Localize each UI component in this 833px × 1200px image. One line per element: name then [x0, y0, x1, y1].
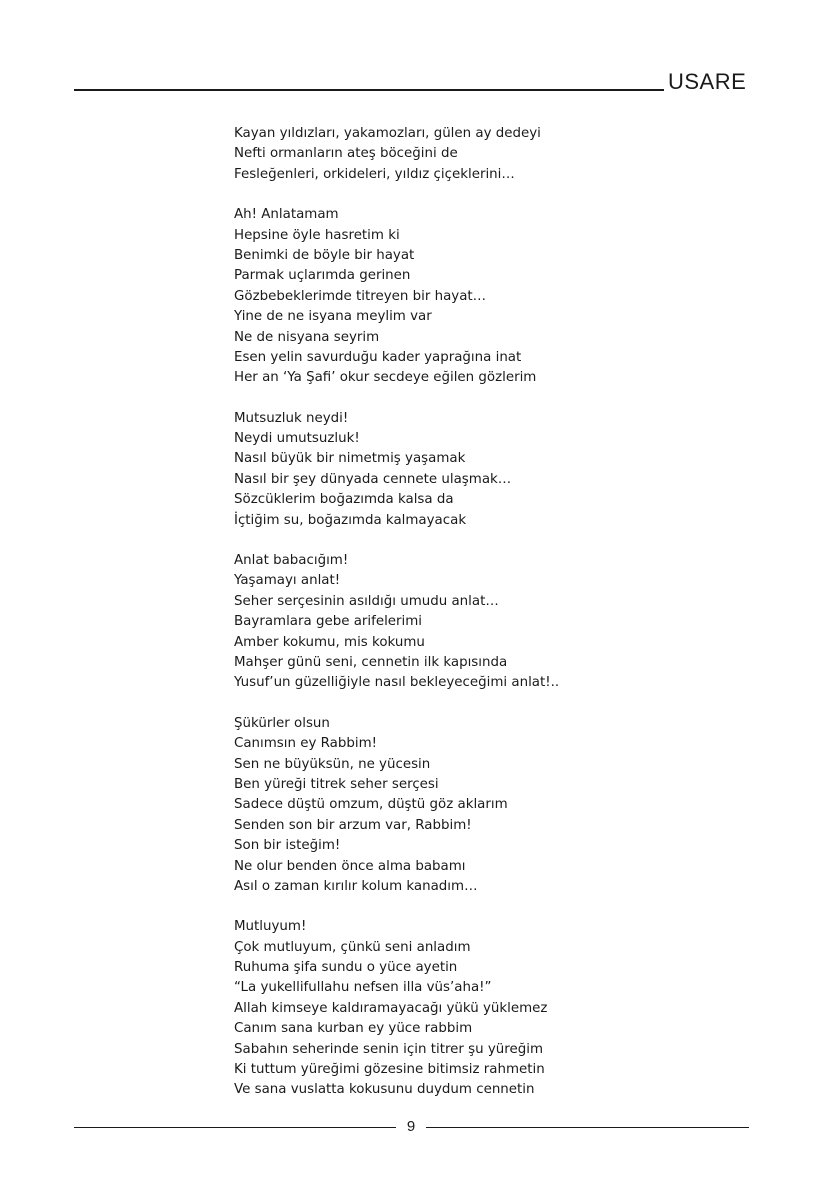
- poem-line: Mutsuzluk neydi!: [234, 410, 349, 426]
- stanza: [234, 917, 714, 1101]
- poem-line: Ve sana vuslatta kokusunu duydum cennetin: [234, 1082, 535, 1098]
- poem-line: Sabahın seherinde senin için titrer şu yüreğim: [234, 1041, 543, 1057]
- stanza: [234, 409, 714, 531]
- poem-line: Anlat babacığım!: [234, 553, 349, 569]
- stanza: [234, 551, 714, 694]
- poem-line: Ne olur benden önce alma babamı: [234, 858, 466, 874]
- poem-line: İçtiğim su, boğazımda kalmayacak: [234, 512, 467, 528]
- poem-line: Fesleğenleri, orkideleri, yıldız çiçeklerini…: [234, 166, 515, 182]
- poem-line: Sadece düştü omzum, düştü göz aklarım: [234, 797, 508, 813]
- poem-line: Gözbebeklerimde titreyen bir hayat…: [234, 288, 487, 304]
- poem-line: Ki tuttum yüreğimi gözesine bitimsiz rahmetin: [234, 1062, 545, 1078]
- poem-line: Şükürler olsun: [234, 715, 330, 731]
- poem-line: Nefti ormanların ateş böceğini de: [234, 146, 458, 162]
- poem-line: Çok mutluyum, çünkü seni anladım: [234, 939, 471, 955]
- poem-line: Kayan yıldızları, yakamozları, gülen ay dedeyi: [234, 126, 541, 141]
- poem-line: Hepsine öyle hasretim ki: [234, 227, 400, 243]
- page-number: 9: [406, 1118, 416, 1135]
- footer-rule-left: [74, 1127, 396, 1128]
- poem-line: Benimki de böyle bir hayat: [234, 247, 415, 263]
- poem-body: [234, 124, 714, 1121]
- poem-line: Asıl o zaman kırılır kolum kanadım…: [234, 878, 478, 894]
- header-rule: [74, 89, 664, 91]
- footer-rule-right: [426, 1127, 749, 1128]
- poem-line: Her an ‘Ya Şafi’ okur secdeye eğilen gözlerim: [234, 370, 537, 386]
- poem-line: Canım sana kurban ey yüce rabbim: [234, 1021, 473, 1037]
- poem-line: “La yukellifullahu nefsen illa vüs’aha!”: [234, 980, 492, 996]
- stanza: [234, 714, 714, 898]
- journal-title: USARE: [668, 69, 747, 94]
- poem-line: Allah kimseye kaldıramayacağı yükü yüklemez: [234, 1000, 548, 1016]
- poem-line: Amber kokumu, mis kokumu: [234, 634, 425, 650]
- poem-line: Ne de nisyana seyrim: [234, 329, 380, 345]
- stanza: [234, 205, 714, 389]
- poem-line: Yaşamayı anlat!: [234, 573, 341, 589]
- poem-line: Sen ne büyüksün, ne yücesin: [234, 756, 431, 772]
- poem-line: Son bir isteğim!: [234, 838, 341, 854]
- poem-line: Ruhuma şifa sundu o yüce ayetin: [234, 960, 458, 976]
- stanza: [234, 124, 714, 185]
- poem-line: Ah! Anlatamam: [234, 207, 339, 223]
- poem-line: Mutluyum!: [234, 919, 307, 935]
- poem-line: Esen yelin savurduğu kader yaprağına inat: [234, 349, 522, 365]
- poem-line: Yusuf’un güzelliğiyle nasıl bekleyeceğimi anlat!..: [234, 675, 560, 691]
- poem-line: Mahşer günü seni, cennetin ilk kapısında: [234, 654, 508, 670]
- poem-line: Seher serçesinin asıldığı umudu anlat…: [234, 593, 499, 609]
- poem-line: Ben yüreği titrek seher serçesi: [234, 776, 439, 792]
- poem-line: Nasıl büyük bir nimetmiş yaşamak: [234, 451, 466, 467]
- poem-line: Senden son bir arzum var, Rabbim!: [234, 817, 472, 833]
- poem-line: Bayramlara gebe arifelerimi: [234, 614, 423, 630]
- poem-line: Parmak uçlarımda gerinen: [234, 268, 411, 284]
- poem-line: Sözcüklerim boğazımda kalsa da: [234, 492, 454, 508]
- poem-line: Neydi umutsuzluk!: [234, 431, 360, 447]
- poem-line: Nasıl bir şey dünyada cennete ulaşmak…: [234, 471, 512, 487]
- poem-line: Canımsın ey Rabbim!: [234, 736, 378, 752]
- poem-line: Yine de ne isyana meylim var: [234, 309, 432, 325]
